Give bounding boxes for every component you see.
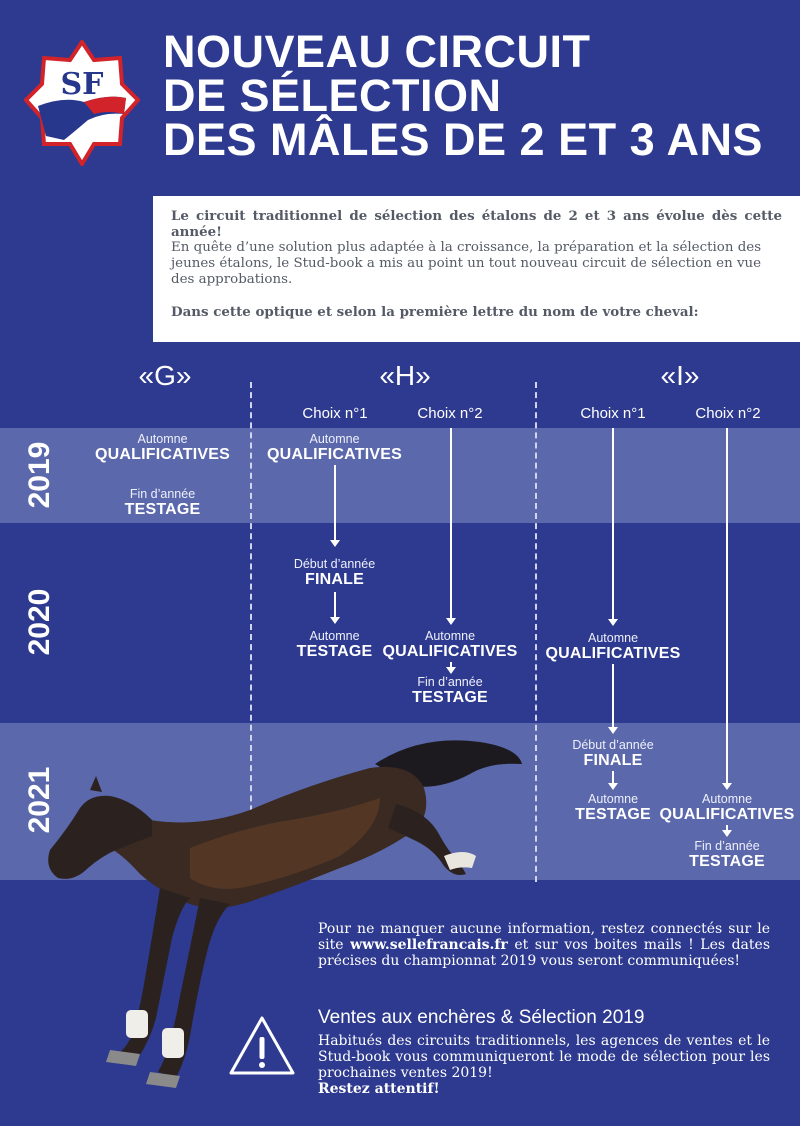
selle-francais-logo: [24, 40, 140, 166]
i2-2021-qualificatives: [653, 792, 800, 824]
info-text-1: Pour ne manquer aucune information, restez connectés sur le site: [318, 921, 770, 953]
cell-event: TESTAGE: [412, 689, 488, 706]
cell-when: Automne: [587, 631, 639, 645]
cell-event: TESTAGE: [689, 853, 765, 870]
arrow-h2-2: [450, 662, 452, 668]
website-link[interactable]: www.sellefrancais.fr: [350, 937, 508, 953]
cell-event: FINALE: [583, 752, 643, 769]
page-title: [163, 26, 793, 165]
cell-when: Automne: [137, 432, 188, 446]
i1-2020-qualificatives: [539, 631, 687, 663]
cell-when: Début d’année: [572, 738, 654, 752]
cell-event: QUALIFICATIVES: [659, 806, 795, 823]
sales-body: Habitués des circuits traditionnels, les agences de ventes et le Stud-book vous communiqueront le mode de sélection pour les prochaines ventes 2019!: [318, 1033, 770, 1081]
year-2020: 2020: [23, 588, 56, 656]
logo-letters: SF: [60, 67, 104, 102]
arrow-i1-1: [612, 428, 614, 620]
i2-2021-testage: [653, 839, 800, 871]
arrow-h1-1: [334, 465, 336, 541]
sales-title: Ventes aux enchères & Sélection 2019: [318, 1007, 645, 1028]
cell-event: FINALE: [305, 571, 364, 588]
cell-when: Début d’année: [293, 557, 376, 571]
cell-when: Automne: [309, 432, 360, 446]
h2-2020-qualificatives: [376, 629, 524, 661]
intro-box: [153, 196, 800, 342]
h1-2020-finale: [262, 557, 407, 589]
cell-when: Automne: [309, 629, 360, 643]
arrow-i1-3: [612, 771, 614, 784]
year-2019: 2019: [23, 441, 56, 509]
arrow-h2-1: [450, 428, 452, 619]
arrow-i1-2: [612, 664, 614, 728]
title-line-2: DE SÉLECTION: [163, 70, 502, 121]
cell-when: Fin d’année: [694, 839, 760, 853]
h-choice-2: Choix n°2: [417, 405, 483, 422]
h-choice-1: Choix n°1: [302, 405, 368, 422]
warning-icon: [228, 1015, 296, 1077]
sales-paragraph: [318, 1033, 770, 1097]
cell-when: Automne: [587, 792, 639, 806]
i-choice-2: Choix n°2: [695, 405, 761, 422]
sales-attention: Restez attentif!: [318, 1081, 440, 1097]
i-choice-1: Choix n°1: [580, 405, 646, 422]
cell-event: QUALIFICATIVES: [382, 643, 518, 660]
intro-cta: Dans cette optique et selon la première lettre du nom de votre cheval:: [171, 304, 699, 320]
title-line-1: NOUVEAU CIRCUIT: [163, 26, 591, 77]
h1-2019-qualificatives: [262, 432, 407, 464]
intro-lead: Le circuit traditionnel de sélection des étalons de 2 et 3 ans évolue dès cette année!: [171, 208, 782, 240]
h2-2020-testage: [376, 675, 524, 707]
column-i-header: «I»: [660, 360, 700, 391]
g-2019-qualificatives: [90, 432, 235, 464]
column-g-header: «G»: [138, 360, 192, 391]
arrow-i2-2: [726, 825, 728, 831]
cell-when: Automne: [701, 792, 753, 806]
year-2021: 2021: [23, 766, 56, 834]
info-text-2: et sur vos boites mails ! Les dates précises du championnat 2019 vous seront communiquées!: [318, 937, 770, 969]
i1-2021-finale: [539, 738, 687, 770]
cell-event: TESTAGE: [124, 501, 201, 518]
cell-event: QUALIFICATIVES: [267, 446, 402, 463]
cell-event: QUALIFICATIVES: [545, 645, 681, 662]
cell-event: QUALIFICATIVES: [95, 446, 230, 463]
title-line-3: DES MÂLES DE 2 ET 3 ANS: [163, 114, 763, 165]
info-paragraph: [318, 921, 770, 969]
arrow-h1-2: [334, 592, 336, 618]
arrow-i2-1: [726, 428, 728, 784]
g-2019-testage: [90, 487, 235, 519]
intro-body: En quête d’une solution plus adaptée à la croissance, la préparation et la sélection des jeunes étalons, le Stud-book a mis au point un tout nouveau circuit de sélection en vue des approbations.: [171, 240, 762, 287]
cell-when: Fin d’année: [129, 487, 196, 501]
cell-when: Automne: [424, 629, 476, 643]
cell-event: TESTAGE: [575, 806, 651, 823]
cell-when: Fin d’année: [417, 675, 483, 689]
column-h-header: «H»: [379, 360, 431, 391]
separator-h-i: [535, 382, 537, 882]
cell-event: TESTAGE: [296, 643, 373, 660]
